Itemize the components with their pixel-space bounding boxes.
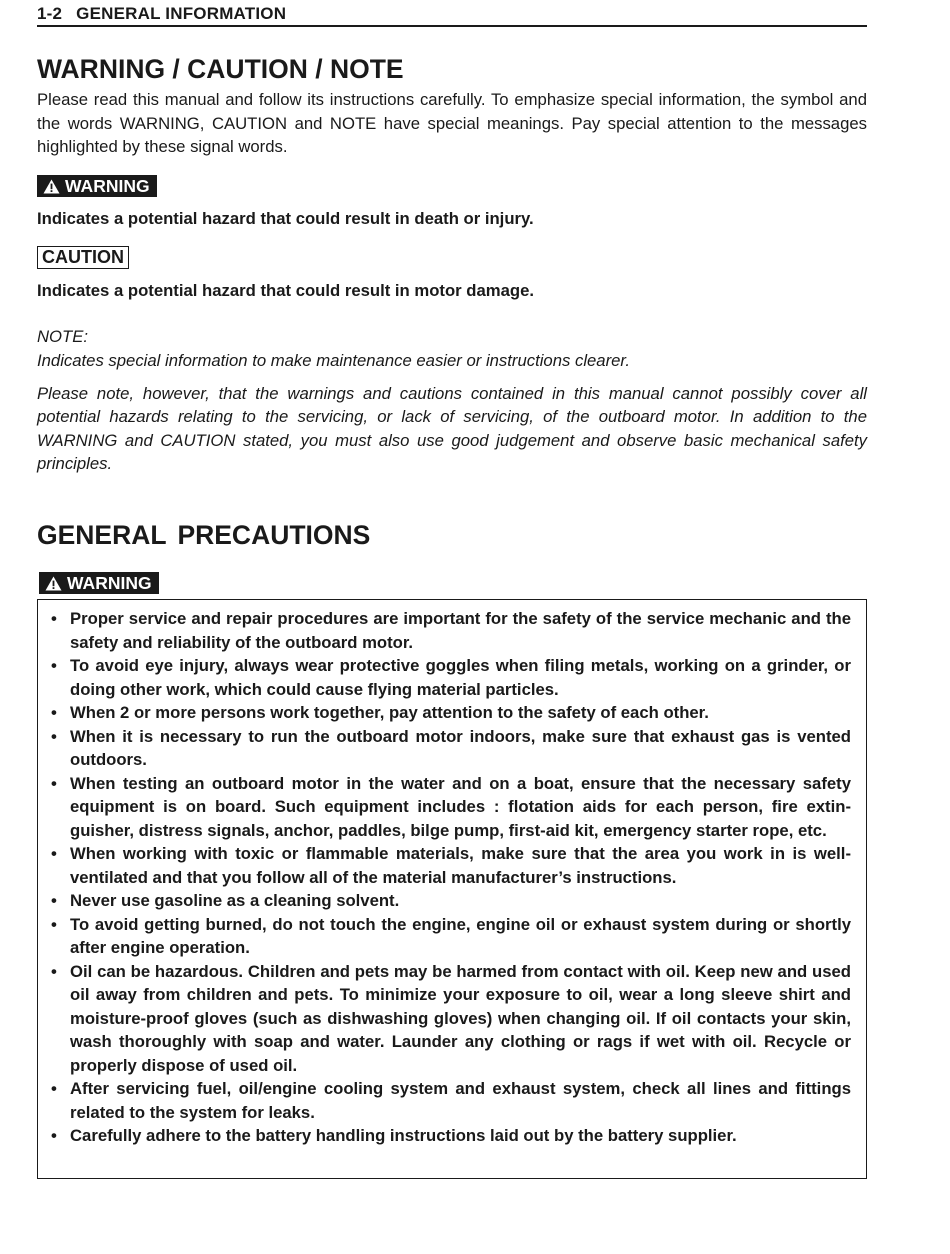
list-item-text: When working with toxic or flammable materials, make sure that the area you work in is well-ventilated and that you follow all of the material manufacturer’s instructions. xyxy=(70,844,851,887)
bullet: • xyxy=(51,656,57,675)
precautions-warning-row xyxy=(37,572,867,594)
warning-tag xyxy=(37,175,157,197)
list-item xyxy=(51,889,851,913)
bullet: • xyxy=(51,1079,57,1098)
bullet: • xyxy=(51,844,57,863)
list-item xyxy=(51,607,851,654)
precautions-list xyxy=(38,600,866,1148)
list-item-text: Oil can be hazardous. Children and pets may be harmed from contact with oil. Keep new and used oil away from children and pets. To minimize your exposure to oil, wear a long sleeve shirt and moisture-proof gloves (such as dishwashing gloves) when changing oil. If oil contacts your skin, wash thoroughly with soap and water. Launder any clothing or rags if wet with oil. Recycle or properly dispose of used oil. xyxy=(70,961,851,1075)
list-item xyxy=(51,1077,851,1124)
list-item-text: When testing an outboard motor in the water and on a boat, ensure that the necessary safety equipment is on board. Such equipment includes : flotation aids for each person, fire extinguisher, distress signals, anchor, paddles, bilge pump, first-aid kit, emergency starter rope, etc. xyxy=(70,773,851,840)
bullet: • xyxy=(51,703,57,722)
note-label: NOTE: xyxy=(37,326,88,346)
precautions-warning-tag xyxy=(39,572,159,594)
list-item xyxy=(51,772,851,843)
page-number: 1-2 xyxy=(37,4,63,23)
caution-tag-row xyxy=(37,246,867,269)
warning-tag-row xyxy=(37,175,867,197)
list-item-text: When it is necessary to run the outboard motor indoors, make sure that exhaust gas is vented outdoors. xyxy=(70,726,851,769)
list-item-text: Carefully adhere to the battery handling instructions laid out by the battery supplier. xyxy=(70,1126,737,1145)
list-item-text: To avoid eye injury, always wear protective goggles when filing metals, working on a grinder, or doing other work, which could cause flying material particles. xyxy=(70,656,851,699)
bullet: • xyxy=(51,726,57,746)
note-description: Indicates special information to make maintenance easier or instructions clearer. xyxy=(37,351,631,370)
wcn-heading: WARNING / CAUTION / NOTE xyxy=(37,54,404,84)
list-item-text: Never use gasoline as a cleaning solvent. xyxy=(70,891,400,910)
list-item xyxy=(51,701,851,725)
warning-label: WARNING xyxy=(65,175,150,196)
list-item xyxy=(51,960,851,1078)
precautions-box xyxy=(37,599,867,1179)
list-item xyxy=(51,842,851,889)
running-header xyxy=(37,3,867,27)
warning-triangle-icon xyxy=(43,177,60,199)
precautions-heading: GENERAL PRECAUTIONS xyxy=(37,519,371,550)
list-item xyxy=(51,725,851,772)
warning-description: Indicates a potential hazard that could result in death or injury. xyxy=(37,208,534,228)
warning-triangle-icon xyxy=(45,574,62,596)
caution-description: Indicates a potential hazard that could result in motor damage. xyxy=(37,280,534,300)
list-item xyxy=(51,913,851,960)
bullet: • xyxy=(51,914,57,934)
list-item xyxy=(51,1124,851,1148)
list-item-text: After servicing fuel, oil/engine cooling system and exhaust system, check all lines and fittings related to the system for leaks. xyxy=(70,1079,851,1122)
bullet: • xyxy=(51,773,57,793)
list-item-text: When 2 or more persons work together, pay attention to the safety of each other. xyxy=(70,703,709,722)
bullet: • xyxy=(51,961,57,981)
precautions-warning-label: WARNING xyxy=(67,572,152,593)
bullet: • xyxy=(51,609,57,628)
caution-tag: CAUTION xyxy=(37,246,129,269)
manual-page xyxy=(37,0,867,1145)
bullet: • xyxy=(51,1126,57,1145)
disclaimer-paragraph: Please note, however, that the warnings and cautions contained in this manual cannot possibly cover all potential hazards relating to the servicing, or lack of servicing, of the outboard motor. In addition to the WARNING and CAUTION stated, you must also use good judgement and observe basic mechanical safety principles. xyxy=(37,383,867,473)
list-item-text: To avoid getting burned, do not touch the engine, engine oil or exhaust system during or shortly after engine operation. xyxy=(70,914,851,957)
section-title: GENERAL INFORMATION xyxy=(76,4,287,23)
wcn-intro: Please read this manual and follow its instructions carefully. To emphasize special information, the symbol and the words WARNING, CAUTION and NOTE have special meanings. Pay special attention to the messages highlighted by these signal words. xyxy=(37,90,867,156)
list-item xyxy=(51,654,851,701)
bullet: • xyxy=(51,891,57,910)
list-item-text: Proper service and repair procedures are important for the safety of the service mechanic and the safety and reliability of the outboard motor. xyxy=(70,609,851,652)
